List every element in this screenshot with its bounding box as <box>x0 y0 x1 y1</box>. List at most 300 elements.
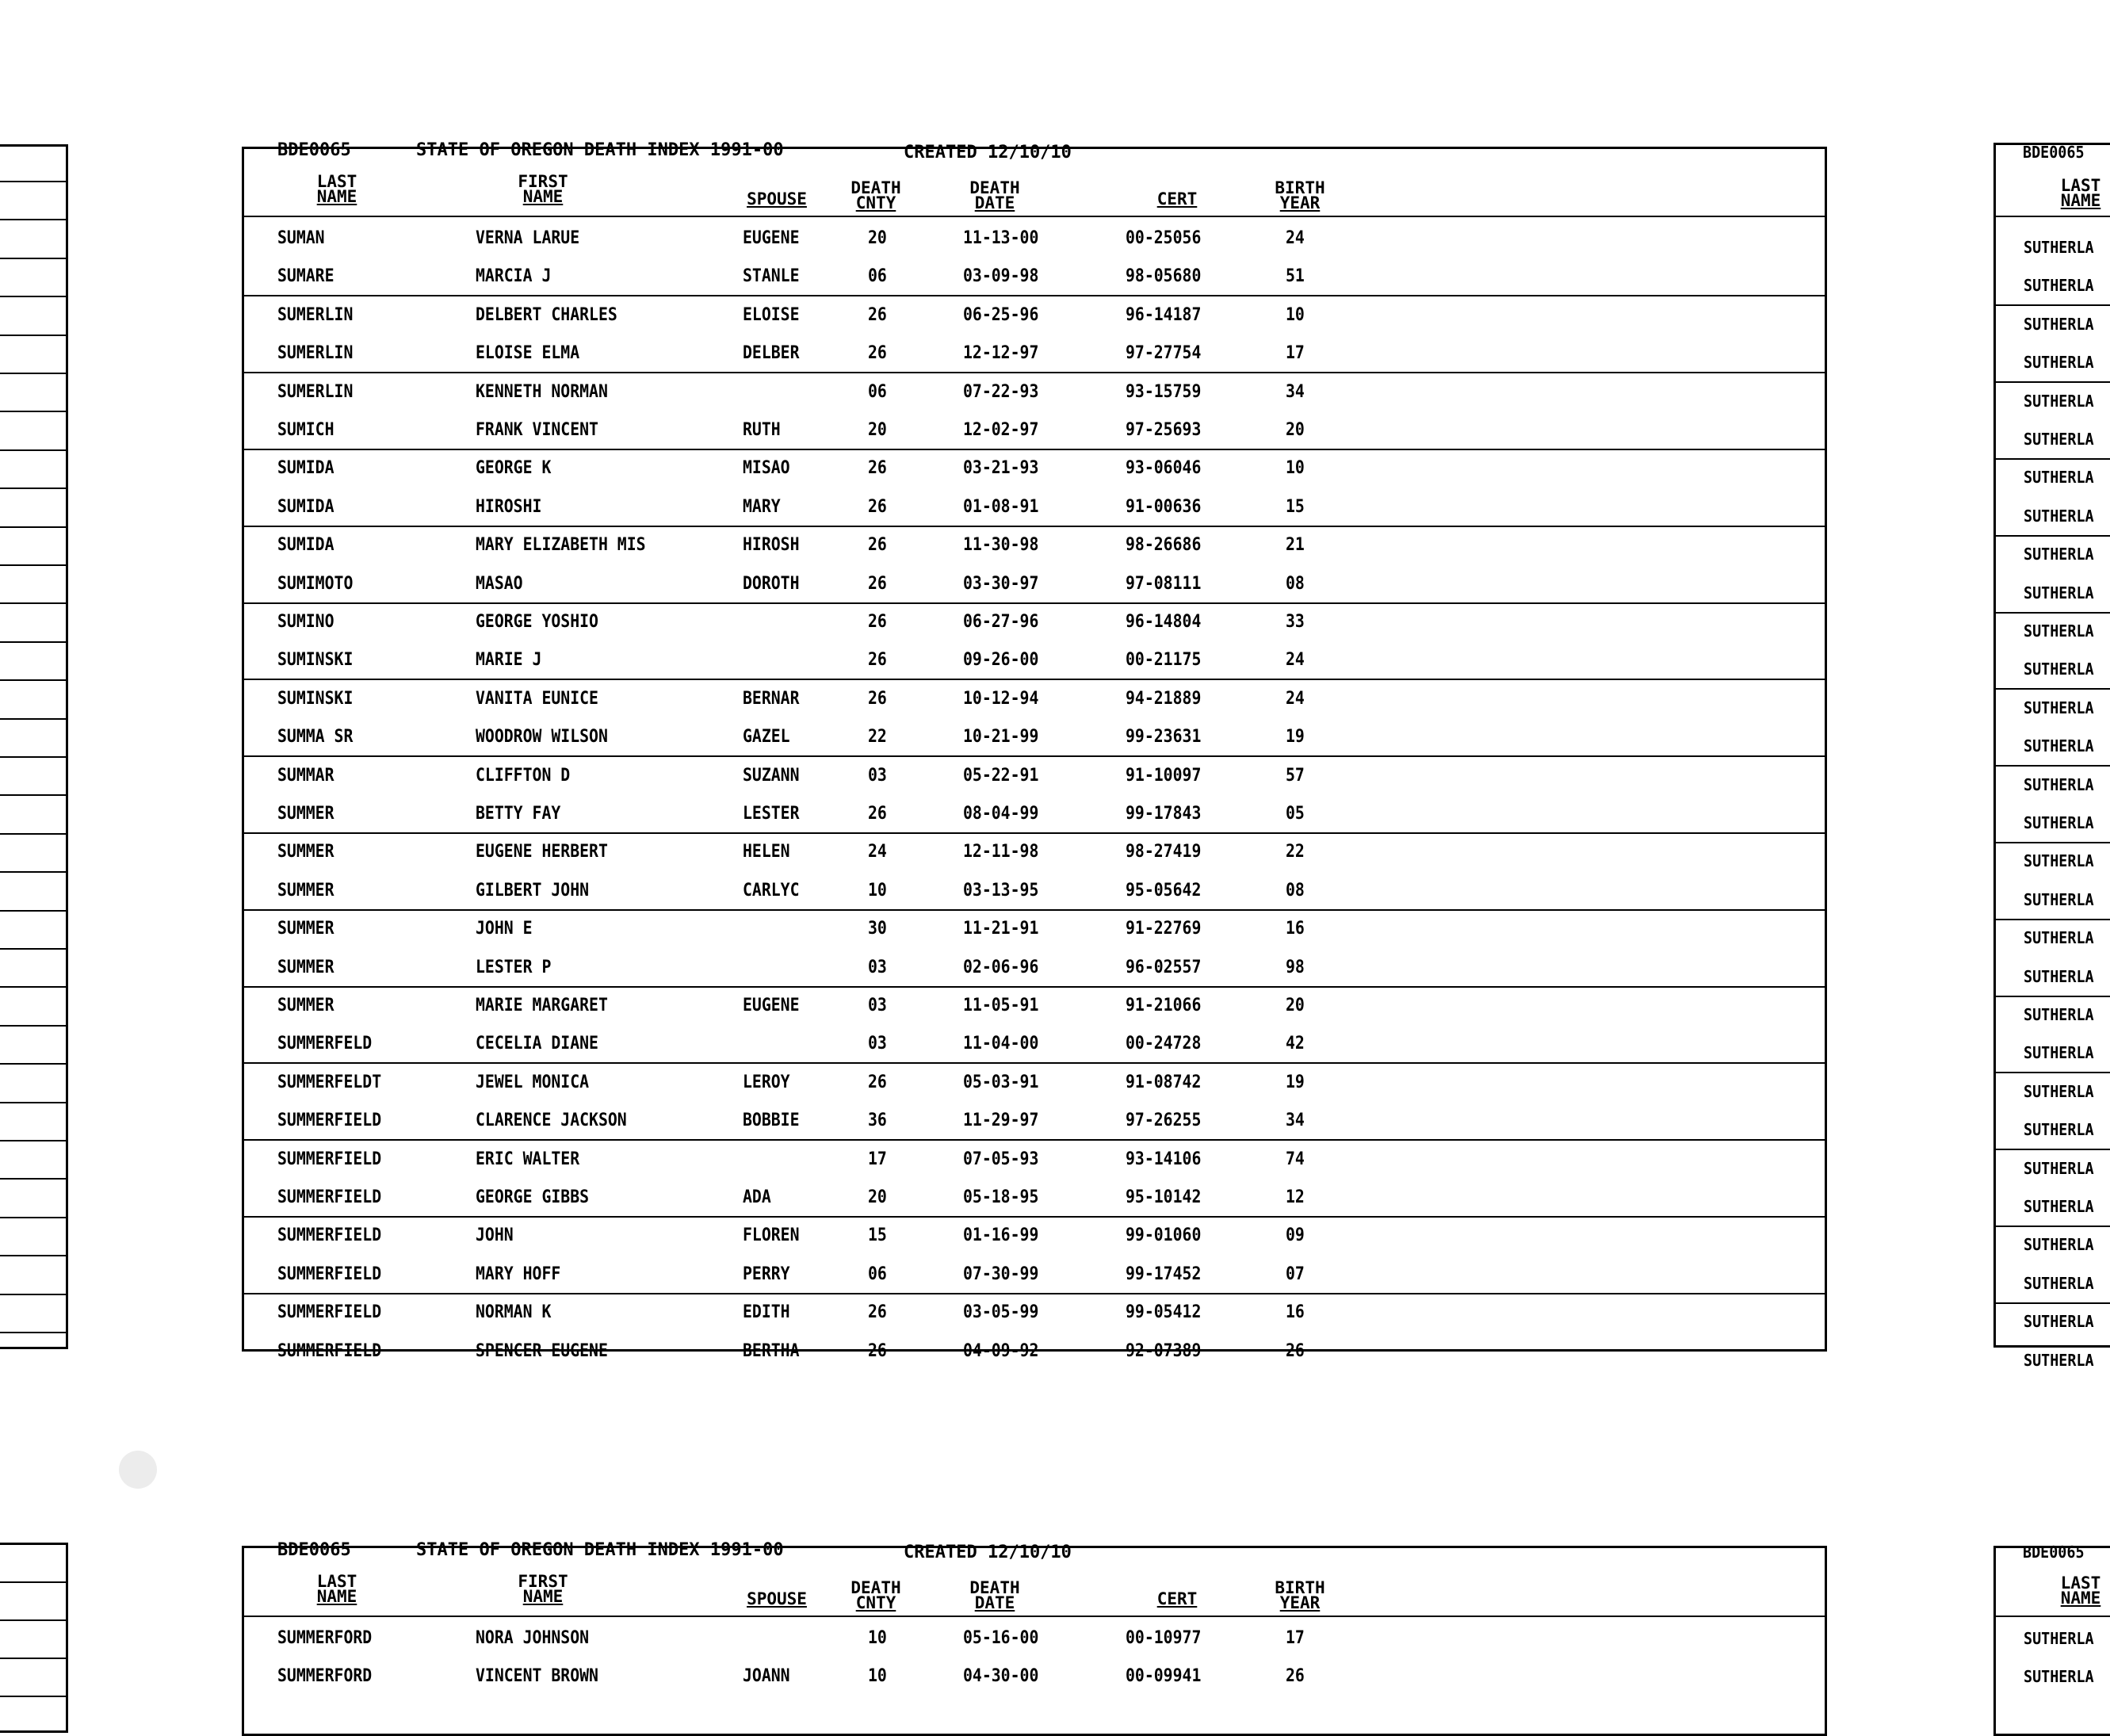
left-fragment-rule <box>0 1619 68 1621</box>
right-top-row-label: SUTHERLA <box>2024 1350 2094 1370</box>
top-page-cell-cert: 98-26686 <box>1126 535 1202 556</box>
top-page-cell-first: NORMAN K <box>476 1302 552 1323</box>
top-page-cell-year: 10 <box>1286 304 1305 325</box>
top-page-row-rule <box>242 1293 1827 1294</box>
top-page-cell-last: SUMMAR <box>277 765 334 786</box>
top-page-cell-cnty: 26 <box>868 1302 887 1323</box>
right-top-header-code: BDE0065 <box>2023 143 2085 162</box>
right-top-row-label: SUTHERLA <box>2024 928 2094 948</box>
left-fragment-rule <box>0 181 68 182</box>
top-page-cell-last: SUMINO <box>277 612 334 632</box>
left-fragment-rule <box>0 335 68 336</box>
right-top-rule <box>1993 304 2110 306</box>
top-page-cell-date: 04-09-92 <box>963 1340 1039 1361</box>
top-page-col-death-date: DEATH DATE <box>969 178 1020 212</box>
right-top-rule <box>1993 1072 2110 1073</box>
top-page-row-rule <box>242 679 1827 680</box>
right-top-row-label: SUTHERLA <box>2024 583 2094 602</box>
top-page-cell-first: CECELIA DIANE <box>476 1034 598 1054</box>
top-page-cell-first: VANITA EUNICE <box>476 688 598 709</box>
top-page-cell-cert: 94-21889 <box>1126 688 1202 709</box>
top-page-cell-spouse: MARY <box>743 496 781 517</box>
top-page-cell-last: SUMMA SR <box>277 727 354 748</box>
top-page-cell-last: SUMMER <box>277 842 334 862</box>
top-page-cell-year: 09 <box>1286 1226 1305 1246</box>
bottom-page-header-rule <box>242 1616 1827 1617</box>
top-page-col-spouse: SPOUSE <box>747 189 807 208</box>
top-page-cell-last: SUMIMOTO <box>277 573 354 594</box>
top-page-cell-date: 06-25-96 <box>963 304 1039 325</box>
top-page-cell-cert: 00-24728 <box>1126 1034 1202 1054</box>
top-page-cell-first: JEWEL MONICA <box>476 1072 590 1092</box>
top-page-cell-cert: 91-22769 <box>1126 919 1202 939</box>
right-top-rule <box>1993 688 2110 690</box>
top-page-cell-year: 24 <box>1286 650 1305 671</box>
top-page-cell-spouse: GAZEL <box>743 727 790 748</box>
left-fragment-rule <box>0 1658 68 1659</box>
bottom-page-cell-cert: 00-10977 <box>1126 1628 1202 1648</box>
top-page-cell-spouse: BERNAR <box>743 688 800 709</box>
top-page-cell-cnty: 26 <box>868 688 887 709</box>
top-page-cell-cnty: 36 <box>868 1111 887 1131</box>
top-page-cell-year: 98 <box>1286 957 1305 977</box>
top-page-row-rule <box>242 1216 1827 1218</box>
top-page-cell-cert: 99-05412 <box>1126 1302 1202 1323</box>
top-page-header-created: CREATED 12/10/10 <box>904 143 1072 163</box>
left-fragment-rule <box>0 1696 68 1697</box>
left-fragment-rule <box>0 373 68 374</box>
top-page-cell-cert: 95-05642 <box>1126 880 1202 901</box>
top-page-cell-last: SUMMERFELD <box>277 1034 373 1054</box>
top-page-row-rule <box>242 986 1827 988</box>
top-page-cell-date: 11-29-97 <box>963 1111 1039 1131</box>
top-page-cell-cert: 97-27754 <box>1126 343 1202 364</box>
top-page-cell-spouse: MISAO <box>743 458 790 479</box>
top-page-cell-cert: 99-23631 <box>1126 727 1202 748</box>
top-page-cell-spouse: SUZANN <box>743 765 800 786</box>
right-top-row-label: SUTHERLA <box>2024 1312 2094 1332</box>
top-page-cell-year: 22 <box>1286 842 1305 862</box>
left-fragment-rule <box>0 756 68 758</box>
bottom-page-cell-first: VINCENT BROWN <box>476 1666 598 1687</box>
bottom-page-cell-cnty: 10 <box>868 1666 887 1687</box>
top-page-cell-year: 07 <box>1286 1264 1305 1284</box>
top-page-cell-first: FRANK VINCENT <box>476 420 598 440</box>
top-page-cell-cnty: 03 <box>868 957 887 977</box>
left-fragment-rule <box>0 1178 68 1180</box>
right-top-row-label: SUTHERLA <box>2024 314 2094 334</box>
top-page-cell-spouse: HELEN <box>743 842 790 862</box>
top-page-cell-cert: 93-15759 <box>1126 381 1202 402</box>
top-page-cell-cert: 96-14187 <box>1126 304 1202 325</box>
bottom-page-cell-cnty: 10 <box>868 1628 887 1648</box>
top-page-cell-last: SUMMERFIELD <box>277 1149 382 1169</box>
top-page-cell-last: SUMIDA <box>277 458 334 479</box>
top-page-cell-spouse: STANLE <box>743 266 800 287</box>
top-page-cell-cnty: 26 <box>868 573 887 594</box>
top-page-cell-date: 03-05-99 <box>963 1302 1039 1323</box>
top-page-cell-cert: 93-14106 <box>1126 1149 1202 1169</box>
top-page-cell-first: GILBERT JOHN <box>476 880 590 901</box>
top-page-cell-last: SUMMER <box>277 996 334 1015</box>
top-page-cell-cnty: 26 <box>868 343 887 364</box>
left-fragment-rule <box>0 1332 68 1333</box>
top-page-cell-date: 02-06-96 <box>963 957 1039 977</box>
top-page-cell-last: SUMMERFELDT <box>277 1072 382 1092</box>
top-page-cell-spouse: PERRY <box>743 1264 790 1284</box>
top-page-cell-first: MASAO <box>476 573 523 594</box>
top-page-cell-cnty: 20 <box>868 1187 887 1207</box>
left-fragment-rule <box>0 1063 68 1065</box>
right-top-rule <box>1993 919 2110 920</box>
right-bottom-header-code: BDE0065 <box>2023 1543 2085 1562</box>
right-top-row-label: SUTHERLA <box>2024 774 2094 794</box>
bottom-page-header-created: CREATED 12/10/10 <box>904 1543 1072 1562</box>
top-page-cell-spouse: BERTHA <box>743 1340 800 1361</box>
bottom-page-cell-spouse: JOANN <box>743 1666 790 1687</box>
top-page-cell-first: ELOISE ELMA <box>476 343 580 364</box>
right-top-row-label: SUTHERLA <box>2024 889 2094 909</box>
top-page-cell-date: 03-30-97 <box>963 573 1039 594</box>
top-page-cell-date: 11-04-00 <box>963 1034 1039 1054</box>
left-fragment-rule <box>0 488 68 489</box>
top-page-cell-cnty: 26 <box>868 1072 887 1092</box>
right-bottom-header-rule <box>1993 1616 2110 1617</box>
right-top-rule <box>1993 612 2110 614</box>
top-page-cell-year: 20 <box>1286 420 1305 440</box>
bottom-page-col-spouse: SPOUSE <box>747 1589 807 1608</box>
top-page-cell-cert: 95-10142 <box>1126 1187 1202 1207</box>
top-page-cell-first: JOHN E <box>476 919 533 939</box>
top-page-cell-year: 17 <box>1286 343 1305 364</box>
right-top-row-label: SUTHERLA <box>2024 736 2094 756</box>
right-top-col-last: LAST NAME <box>2060 176 2101 210</box>
top-page-cell-first: CLIFFTON D <box>476 765 571 786</box>
top-page-cell-cnty: 30 <box>868 919 887 939</box>
left-fragment-rule <box>0 1217 68 1218</box>
top-page-cell-first: MARIE J <box>476 650 542 671</box>
left-fragment-rule <box>0 411 68 412</box>
left-fragment-rule <box>0 602 68 604</box>
right-top-rule <box>1993 458 2110 460</box>
top-page-cell-last: SUMERLIN <box>277 304 354 325</box>
right-top-rule <box>1993 1226 2110 1227</box>
top-page-cell-spouse: EUGENE <box>743 228 800 248</box>
left-fragment-rule <box>0 1581 68 1583</box>
top-page-cell-cnty: 17 <box>868 1149 887 1169</box>
bottom-page-col-last-name: LAST NAME <box>316 1572 357 1606</box>
left-fragment-rule <box>0 526 68 528</box>
left-fragment-rule <box>0 948 68 950</box>
top-page-cell-date: 07-22-93 <box>963 381 1039 402</box>
left-page-fragment-top <box>0 144 68 1349</box>
top-page-cell-last: SUMMER <box>277 804 334 824</box>
top-page-col-death-cnty: DEATH CNTY <box>850 178 901 212</box>
top-page-cell-cert: 99-17452 <box>1126 1264 1202 1284</box>
right-top-row-label: SUTHERLA <box>2024 1081 2094 1101</box>
top-page-cell-cnty: 15 <box>868 1226 887 1246</box>
top-page-cell-spouse: DELBER <box>743 343 800 364</box>
top-page-cell-last: SUMMERFIELD <box>277 1302 382 1323</box>
left-fragment-rule <box>0 258 68 259</box>
top-page-header-title: STATE OF OREGON DEATH INDEX 1991-00 <box>416 140 784 160</box>
right-top-rule <box>1993 535 2110 537</box>
top-page-cell-year: 34 <box>1286 381 1305 402</box>
top-page-cell-year: 33 <box>1286 612 1305 632</box>
top-page-cell-last: SUMIDA <box>277 496 334 517</box>
right-top-row-label: SUTHERLA <box>2024 813 2094 832</box>
top-page-cell-year: 16 <box>1286 919 1305 939</box>
top-page-cell-cnty: 22 <box>868 727 887 748</box>
top-page-cell-last: SUMINSKI <box>277 688 354 709</box>
top-page-row-rule <box>242 295 1827 296</box>
top-page-cell-first: SPENCER EUGENE <box>476 1340 608 1361</box>
bottom-page-cell-last: SUMMERFORD <box>277 1666 373 1687</box>
top-page-cell-cert: 96-14804 <box>1126 612 1202 632</box>
left-fragment-rule <box>0 219 68 220</box>
top-page-cell-cnty: 20 <box>868 228 887 248</box>
top-page-cell-year: 19 <box>1286 1072 1305 1092</box>
top-page-cell-year: 34 <box>1286 1111 1305 1131</box>
top-page-cell-last: SUMMERFIELD <box>277 1340 382 1361</box>
top-page-cell-first: HIROSHI <box>476 496 542 517</box>
bottom-page-cell-date: 04-30-00 <box>963 1666 1039 1687</box>
bottom-page-cell-year: 17 <box>1286 1628 1305 1648</box>
bottom-page-col-death-cnty: DEATH CNTY <box>850 1578 901 1612</box>
top-page-cell-date: 06-27-96 <box>963 612 1039 632</box>
top-page-cell-cert: 91-21066 <box>1126 996 1202 1015</box>
right-top-row-label: SUTHERLA <box>2024 1120 2094 1140</box>
left-page-fragment-bottom <box>0 1543 68 1733</box>
top-page-cell-cnty: 26 <box>868 458 887 479</box>
left-fragment-rule <box>0 986 68 988</box>
top-page-cell-first: ERIC WALTER <box>476 1149 580 1169</box>
right-top-row-label: SUTHERLA <box>2024 430 2094 449</box>
right-top-row-label: SUTHERLA <box>2024 1043 2094 1063</box>
right-top-rule <box>1993 1302 2110 1304</box>
top-page-cell-cnty: 03 <box>868 996 887 1015</box>
bottom-page-header-code: BDE0065 <box>277 1540 351 1560</box>
bottom-page-col-cert: CERT <box>1156 1589 1198 1608</box>
top-page-cell-cnty: 06 <box>868 266 887 287</box>
right-top-row-label: SUTHERLA <box>2024 851 2094 871</box>
right-top-row-label: SUTHERLA <box>2024 660 2094 679</box>
top-page-cell-date: 05-22-91 <box>963 765 1039 786</box>
top-page-cell-spouse: BOBBIE <box>743 1111 800 1131</box>
top-page-cell-spouse: LESTER <box>743 804 800 824</box>
top-page-cell-year: 26 <box>1286 1340 1305 1361</box>
right-top-row-label: SUTHERLA <box>2024 276 2094 296</box>
top-page-cell-year: 20 <box>1286 996 1305 1015</box>
top-page-cell-last: SUMARE <box>277 266 334 287</box>
top-page-cell-last: SUMINSKI <box>277 650 354 671</box>
top-page-cell-last: SUMMERFIELD <box>277 1226 382 1246</box>
top-page-cell-cnty: 03 <box>868 765 887 786</box>
left-fragment-rule <box>0 449 68 451</box>
right-top-header-rule <box>1993 216 2110 217</box>
top-page-cell-date: 03-13-95 <box>963 880 1039 901</box>
top-page-cell-first: CLARENCE JACKSON <box>476 1111 627 1131</box>
right-bottom-col-last: LAST NAME <box>2060 1573 2101 1608</box>
top-page-cell-year: 12 <box>1286 1187 1305 1207</box>
left-fragment-rule <box>0 1025 68 1027</box>
top-page-cell-year: 08 <box>1286 573 1305 594</box>
top-page-row-rule <box>242 602 1827 604</box>
top-page-cell-cnty: 26 <box>868 496 887 517</box>
right-top-row-label: SUTHERLA <box>2024 238 2094 257</box>
top-page-cell-cnty: 03 <box>868 1034 887 1054</box>
top-page-cell-cnty: 06 <box>868 381 887 402</box>
right-top-row-label: SUTHERLA <box>2024 468 2094 488</box>
top-page-cell-spouse: ELOISE <box>743 304 800 325</box>
left-fragment-rule <box>0 833 68 835</box>
top-page-cell-cert: 00-21175 <box>1126 650 1202 671</box>
top-page-cell-first: BETTY FAY <box>476 804 561 824</box>
top-page-cell-spouse: FLOREN <box>743 1226 800 1246</box>
left-fragment-rule <box>0 1102 68 1103</box>
right-top-row-label: SUTHERLA <box>2024 506 2094 526</box>
bottom-page-col-first-name: FIRST NAME <box>518 1572 568 1606</box>
top-page-cell-year: 57 <box>1286 765 1305 786</box>
top-page-cell-first: MARY ELIZABETH MIS <box>476 535 646 556</box>
top-page-cell-date: 07-05-93 <box>963 1149 1039 1169</box>
left-fragment-rule <box>0 1294 68 1295</box>
top-page-cell-cnty: 26 <box>868 650 887 671</box>
right-bottom-row-label: SUTHERLA <box>2024 1667 2094 1687</box>
left-fragment-rule <box>0 1140 68 1141</box>
top-page-cell-year: 24 <box>1286 228 1305 248</box>
left-fragment-rule <box>0 679 68 681</box>
left-fragment-rule <box>0 1255 68 1256</box>
right-top-row-label: SUTHERLA <box>2024 1005 2094 1024</box>
right-top-row-label: SUTHERLA <box>2024 698 2094 717</box>
top-page-cell-date: 11-05-91 <box>963 996 1039 1015</box>
top-page-row-rule <box>242 1139 1827 1141</box>
right-top-row-label: SUTHERLA <box>2024 1273 2094 1293</box>
top-page-col-first-name: FIRST NAME <box>518 172 568 206</box>
top-page-cell-last: SUMMER <box>277 919 334 939</box>
top-page-cell-last: SUMERLIN <box>277 381 354 402</box>
top-page-cell-cert: 93-06046 <box>1126 458 1202 479</box>
top-page-col-birth-year: BIRTH YEAR <box>1275 178 1325 212</box>
top-page-cell-year: 24 <box>1286 688 1305 709</box>
top-page-cell-cert: 99-17843 <box>1126 804 1202 824</box>
top-page-cell-cnty: 26 <box>868 1340 887 1361</box>
top-page-cell-year: 74 <box>1286 1149 1305 1169</box>
top-page-cell-first: GEORGE YOSHIO <box>476 612 598 632</box>
top-page-cell-cert: 92-07389 <box>1126 1340 1202 1361</box>
top-page-cell-last: SUMIDA <box>277 535 334 556</box>
top-page-cell-cert: 91-00636 <box>1126 496 1202 517</box>
top-page-cell-cnty: 06 <box>868 1264 887 1284</box>
top-page-cell-first: WOODROW WILSON <box>476 727 608 748</box>
left-fragment-rule <box>0 641 68 643</box>
top-page-cell-date: 08-04-99 <box>963 804 1039 824</box>
top-page-cell-first: MARCIA J <box>476 266 552 287</box>
top-page-cell-year: 51 <box>1286 266 1305 287</box>
top-page-cell-year: 42 <box>1286 1034 1305 1054</box>
top-page-cell-date: 11-30-98 <box>963 535 1039 556</box>
top-page-cell-first: GEORGE K <box>476 458 552 479</box>
top-page-cell-date: 03-09-98 <box>963 266 1039 287</box>
top-page-cell-year: 08 <box>1286 880 1305 901</box>
top-page-cell-year: 10 <box>1286 458 1305 479</box>
bottom-page-cell-first: NORA JOHNSON <box>476 1628 590 1648</box>
right-top-row-label: SUTHERLA <box>2024 391 2094 411</box>
top-page-cell-date: 07-30-99 <box>963 1264 1039 1284</box>
top-page-cell-date: 11-13-00 <box>963 228 1039 248</box>
top-page-cell-cnty: 10 <box>868 880 887 901</box>
top-page-row-rule <box>242 372 1827 373</box>
top-page-cell-cnty: 24 <box>868 842 887 862</box>
top-page-cell-year: 21 <box>1286 535 1305 556</box>
top-page-cell-first: GEORGE GIBBS <box>476 1187 590 1207</box>
top-page-cell-cert: 96-02557 <box>1126 957 1202 977</box>
bottom-page-col-birth-year: BIRTH YEAR <box>1275 1578 1325 1612</box>
top-page-cell-spouse: CARLYC <box>743 880 800 901</box>
top-page-cell-spouse: EUGENE <box>743 996 800 1015</box>
bottom-page-cell-last: SUMMERFORD <box>277 1628 373 1648</box>
top-page-header-rule <box>242 216 1827 217</box>
top-page-cell-cert: 97-08111 <box>1126 573 1202 594</box>
right-top-rule <box>1993 842 2110 843</box>
left-fragment-rule <box>0 871 68 873</box>
top-page-cell-year: 05 <box>1286 804 1305 824</box>
top-page-cell-spouse: DOROTH <box>743 573 800 594</box>
top-page-cell-first: JOHN <box>476 1226 514 1246</box>
top-page-cell-cnty: 20 <box>868 420 887 440</box>
top-page-cell-date: 11-21-91 <box>963 919 1039 939</box>
top-page-cell-last: SUMMERFIELD <box>277 1111 382 1131</box>
top-page-row-rule <box>242 449 1827 450</box>
top-page-row-rule <box>242 526 1827 527</box>
top-page-cell-cert: 97-26255 <box>1126 1111 1202 1131</box>
right-top-rule <box>1993 765 2110 767</box>
top-page-cell-cert: 00-25056 <box>1126 228 1202 248</box>
top-page-cell-date: 05-18-95 <box>963 1187 1039 1207</box>
top-page-cell-first: EUGENE HERBERT <box>476 842 608 862</box>
top-page-cell-cert: 91-08742 <box>1126 1072 1202 1092</box>
top-page-row-rule <box>242 832 1827 834</box>
top-page-cell-year: 15 <box>1286 496 1305 517</box>
top-page-cell-first: KENNETH NORMAN <box>476 381 608 402</box>
top-page-row-rule <box>242 755 1827 757</box>
top-page-cell-cnty: 26 <box>868 804 887 824</box>
top-page-cell-last: SUMMER <box>277 957 334 977</box>
right-top-row-label: SUTHERLA <box>2024 1158 2094 1178</box>
top-page-cell-date: 12-12-97 <box>963 343 1039 364</box>
left-fragment-rule <box>0 564 68 566</box>
top-page-cell-cnty: 26 <box>868 535 887 556</box>
top-page-cell-date: 03-21-93 <box>963 458 1039 479</box>
top-page-cell-cert: 98-27419 <box>1126 842 1202 862</box>
right-top-rule <box>1993 996 2110 997</box>
right-top-row-label: SUTHERLA <box>2024 621 2094 640</box>
top-page-cell-date: 10-12-94 <box>963 688 1039 709</box>
top-page-cell-spouse: RUTH <box>743 420 781 440</box>
top-page-cell-date: 09-26-00 <box>963 650 1039 671</box>
index-page-top <box>242 147 1827 1352</box>
top-page-row-rule <box>242 1062 1827 1064</box>
top-page-cell-last: SUMMERFIELD <box>277 1264 382 1284</box>
right-top-row-label: SUTHERLA <box>2024 545 2094 564</box>
top-page-cell-last: SUMERLIN <box>277 343 354 364</box>
top-page-cell-spouse: HIROSH <box>743 535 800 556</box>
top-page-col-last-name: LAST NAME <box>316 172 357 206</box>
top-page-cell-last: SUMICH <box>277 420 334 440</box>
top-page-cell-cnty: 26 <box>868 304 887 325</box>
right-top-row-label: SUTHERLA <box>2024 1235 2094 1255</box>
